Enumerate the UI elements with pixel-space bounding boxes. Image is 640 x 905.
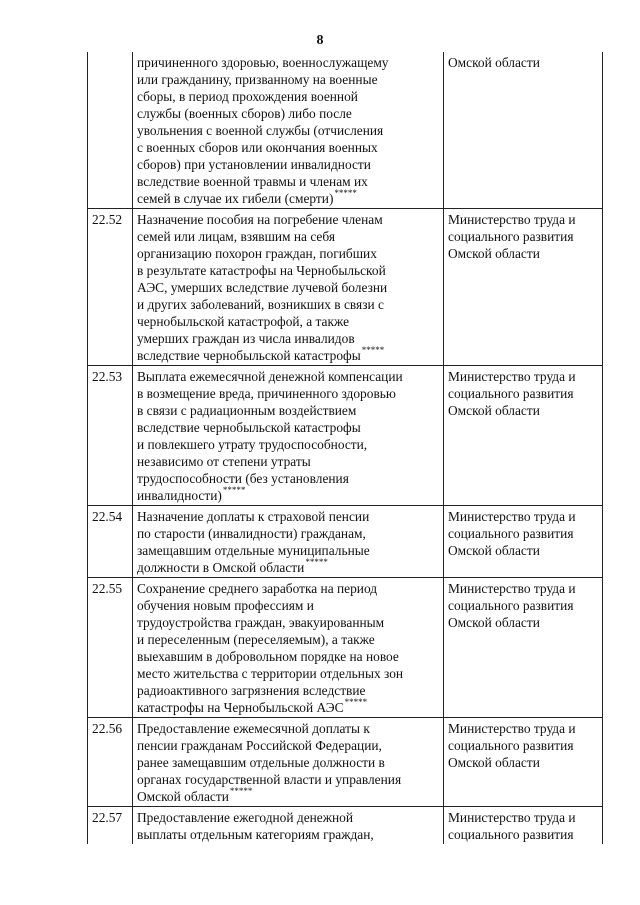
row-number: 22.55 bbox=[88, 578, 133, 718]
table-row bbox=[88, 578, 603, 718]
row-number: 22.53 bbox=[88, 366, 133, 506]
table-row bbox=[88, 366, 603, 506]
footnote-mark: ***** bbox=[222, 485, 246, 495]
table-row bbox=[88, 718, 603, 807]
footnote-mark: ***** bbox=[334, 188, 357, 198]
table-row bbox=[88, 52, 603, 209]
row-number: 22.57 bbox=[88, 807, 133, 845]
footnote-mark: ***** bbox=[229, 786, 253, 796]
responsible-organization: Министерство труда и социального развития Омской области bbox=[444, 578, 603, 718]
responsible-organization: Омской области bbox=[444, 52, 603, 209]
row-number: 22.54 bbox=[88, 506, 133, 578]
responsible-organization: Министерство труда и социального развития Омской области bbox=[444, 209, 603, 366]
table-row bbox=[88, 807, 603, 845]
table-row bbox=[88, 506, 603, 578]
responsible-organization: Министерство труда и социального развития bbox=[444, 807, 603, 845]
footnote-mark: ***** bbox=[305, 557, 328, 567]
service-description: Выплата ежемесячной денежной компенсации в возмещение вреда, причиненного здоровью в связи с радиационным воздействием вследствие чернобыльской катастрофы и повлекшего утрату трудоспособности, независимо от степени утраты трудоспособности (без установления инвалидности)***** bbox=[133, 366, 444, 506]
service-description: причиненного здоровью, военнослужащему или гражданину, призванному на военные сборы, в период прохождения военной службы (военных сборов) либо после увольнения с военной службы (отчисления с военных сборов или окончания военных сборов) при установлении инвалидности вследствие военной травмы и членам их семей в случае их гибели (смерти)***** bbox=[133, 52, 444, 209]
table-row bbox=[88, 209, 603, 366]
row-number: 22.56 bbox=[88, 718, 133, 807]
service-description: Предоставление ежегодной денежной выплаты отдельным категориям граждан, bbox=[133, 807, 444, 845]
service-description: Предоставление ежемесячной доплаты к пенсии гражданам Российской Федерации, ранее замещавшим отдельные должности в органах государственной власти и управления Омской области***** bbox=[133, 718, 444, 807]
responsible-organization: Министерство труда и социального развития Омской области bbox=[444, 718, 603, 807]
services-table bbox=[87, 52, 603, 844]
service-description: Сохранение среднего заработка на период обучения новым профессиям и трудоустройства граждан, эвакуированным и переселенным (переселяемым), а также выехавшим в добровольном порядке на новое место жительства с территории отдельных зон радиоактивного загрязнения вследствие катастрофы на Чернобыльской АЭС***** bbox=[133, 578, 444, 718]
service-description: Назначение доплаты к страховой пенсии по старости (инвалидности) гражданам, замещавшим отдельные муниципальные должности в Омской области***** bbox=[133, 506, 444, 578]
responsible-organization: Министерство труда и социального развития Омской области bbox=[444, 366, 603, 506]
service-description: Назначение пособия на погребение членам семей или лицам, взявшим на себя организацию похорон граждан, погибших в результате катастрофы на Чернобыльской АЭС, умерших вследствие лучевой болезни и других заболеваний, возникших в связи с чернобыльской катастрофой, а также умерших граждан из числа инвалидов вследствие чернобыльской катастрофы***** bbox=[133, 209, 444, 366]
footnote-mark: ***** bbox=[361, 345, 385, 355]
responsible-organization: Министерство труда и социального развития Омской области bbox=[444, 506, 603, 578]
footnote-mark: ***** bbox=[344, 697, 368, 707]
page-number: 8 bbox=[316, 33, 324, 48]
row-number: 22.52 bbox=[88, 209, 133, 366]
row-number bbox=[88, 52, 133, 209]
